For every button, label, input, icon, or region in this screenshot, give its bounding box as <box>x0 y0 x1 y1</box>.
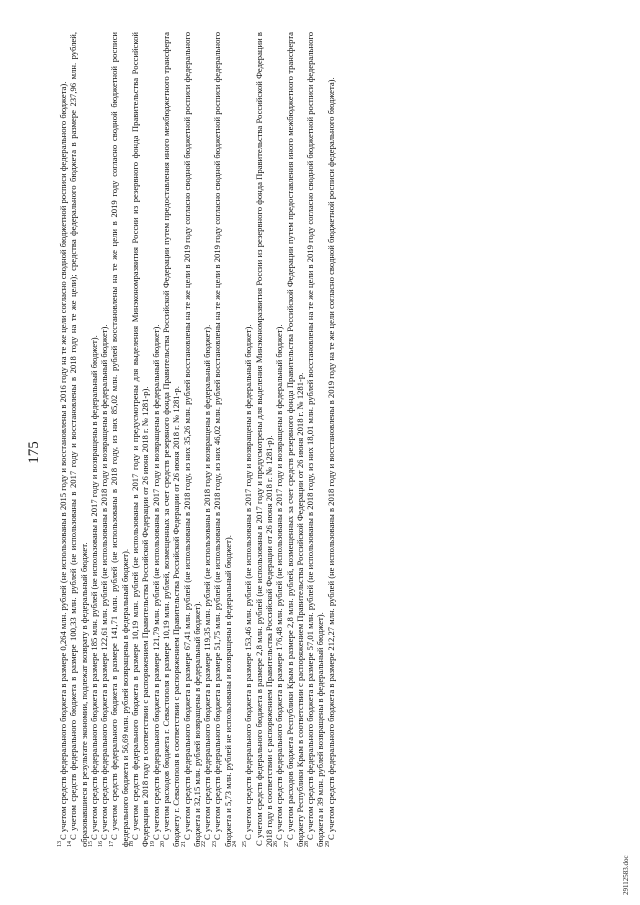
footnote <box>233 32 243 847</box>
footnote <box>151 32 161 847</box>
footnote-text: С учетом средств федерального бюджета в размере 57,01 млн. рублей (не использованы в 2018 году, из них 18,01 млн. рублей восстановлены на те же цели в 2019 году согласно сводной бюджетной росписи федерального бюджета и 39 млн. рублей возвращены в федеральный бюджет). <box>305 32 326 847</box>
footnote-number: 26 <box>273 841 280 847</box>
footnote <box>305 32 326 847</box>
footnote-number: 21 <box>180 841 187 847</box>
footnote-text: С учетом расходов бюджета г. Севастополя в размере 10,19 млн. рублей, возмещенных за счет средств резервного фонда Правительства Российской Федерации путем предоставления иного межбюджетного трансферта бюджету г. Севастополя в соответствии с распоряжением Правительства Российской Федерации от 26 июня 2018 г. № 1281-р. <box>160 32 182 847</box>
footnote <box>212 32 233 847</box>
footnote <box>89 32 99 847</box>
footnote <box>285 32 306 847</box>
footnote-text: С учетом средств федерального бюджета в размере 51,75 млн. рублей (не использованы в 2018 году, из них 46,02 млн. рублей восстановлены на те же цели в 2019 году согласно сводной бюджетной росписи федерального бюджета и 5,73 млн. рублей не использованы и возвращены в федеральный бюджет). <box>212 32 233 847</box>
footnote <box>161 32 182 847</box>
footnote-number: 24 <box>232 841 239 847</box>
footnote-text: С учетом средств федерального бюджета в размере 100,33 млн. рублей (не использованы в 2017 году и восстановлены в 2018 году на те же цели); средства федерального бюджета в размере 237,96 млн. рублей, образовавшиеся в результате экономии, подлежат возврату в федеральный бюджет. <box>68 32 89 847</box>
footnote <box>68 32 89 847</box>
footnote <box>274 32 284 847</box>
footnote-number: 13 <box>57 841 64 847</box>
footnote-number: 25 <box>242 841 249 847</box>
footnote-text: С учетом расходов бюджета Республики Крым в размере 2,8 млн. рублей, возмещенных за счет средств резервного фонда Правительства Российской Федерации путем предоставления иного межбюджетного трансферта бюджету Республики Крым в соответствии с распоряжением Правительства Российской Федерации от 26 июня 2018 г. № 1281-р. <box>284 32 305 847</box>
footnote-number: 20 <box>160 841 167 847</box>
footnote-text: С учетом средств федерального бюджета в размере 185 млн. рублей (не использованы в 2017 году и возвращены в федеральный бюджет). <box>88 335 99 840</box>
footnote-number: 22 <box>201 841 208 847</box>
page-number: 175 <box>26 441 42 464</box>
footnote <box>58 32 68 847</box>
footnote-text: С учетом средств федерального бюджета в размере 67,41 млн. рублей (не использованы в 2018 году, из них 35,26 млн. рублей восстановлены на те же цели в 2019 году согласно сводной бюджетной росписи федерального бюджета и 32,15 млн. рублей возвращены в федеральный бюджет). <box>181 32 202 847</box>
footnote-text: С учетом средств федерального бюджета в размере 2,8 млн. рублей (не использованы в 2017 году и предусмотрены для выделения Минэкономразвития России из резервного фонда Правительства Российской Федерации в 2018 году в соответствии с распоряжением Правительства Российской Федерации от 26 июня 2018 г. № 1281-р). <box>253 32 274 847</box>
footnote-number: 29 <box>324 841 331 847</box>
footnote-number: 19 <box>149 841 156 847</box>
footnote-text: С учетом средств федерального бюджета в размере 212,27 млн. рублей (не использованы в 2018 году и восстановлены в 2019 году на те же цели согласно сводной бюджетной росписи федерального бюджета). <box>325 77 336 840</box>
footnote-text: С учетом средств федерального бюджета в размере 0,264 млн. рублей (не использованы в 2015 году и восстановлены в 2016 году на те же цели согласно сводной бюджетной росписи федерального бюджета). <box>58 81 68 840</box>
footnote <box>109 32 130 847</box>
footnote-text: С учетом средств федерального бюджета в размере 10,19 млн. рублей (не использованы в 2017 году и предусмотрены для выделения Минэкономразвития России из резервного фонда Правительства Российской Федерации в 2018 году в соответствии с распоряжением Правительства Российской Федерации от 26 июня 2018 г. № 1281-р). <box>130 32 151 847</box>
footnote <box>130 32 151 847</box>
footnote-text: С учетом средств федерального бюджета в размере 176,48 млн. рублей (не использованы в 2017 году и возвращены в федеральный бюджет). <box>274 324 285 840</box>
footnote <box>99 32 109 847</box>
footnote-number: 18 <box>129 841 136 847</box>
footnote-number: 15 <box>88 841 95 847</box>
footnote <box>326 32 336 847</box>
footnotes-list <box>58 32 336 847</box>
footnote-number: 16 <box>98 841 105 847</box>
footnote-number: 14 <box>67 841 74 847</box>
footnote-number: 23 <box>211 841 218 847</box>
footnote-number: 27 <box>283 841 290 847</box>
footnote-number: 17 <box>108 841 115 847</box>
footnote-text: С учетом средств федерального бюджета в размере 121,79 млн. рублей (не использованы в 2017 году и возвращены в федеральный бюджет). <box>150 324 161 840</box>
document-id: 29112583.doc <box>622 855 630 895</box>
footnote <box>202 32 212 847</box>
footnote-text: С учетом средств федерального бюджета в размере 122,61 млн. рублей (не использованы в 2018 году и возвращены в федеральный бюджет). <box>99 324 110 840</box>
footnote-text: С учетом средств федерального бюджета в размере 153,46 млн. рублей (не использованы в 2017 году и возвращены в федеральный бюджет). <box>243 324 254 840</box>
footnote-text: С учетом средств федерального бюджета в размере 141,71 млн. рублей (не использованы в 2018 году, из них 85,02 млн. рублей восстановлены на те же цели в 2019 году согласно сводной бюджетной росписи федерального бюджета и 56,69 млн. рублей возвращены в федеральный бюджет). <box>109 32 130 847</box>
footnote <box>254 32 275 847</box>
footnote <box>182 32 203 847</box>
footnote <box>243 32 253 847</box>
footnote-text: С учетом средств федерального бюджета в размере 119,35 млн. рублей (не использованы в 2018 году и возвращены в федеральный бюджет). <box>202 324 213 840</box>
footnote-number: 28 <box>304 841 311 847</box>
